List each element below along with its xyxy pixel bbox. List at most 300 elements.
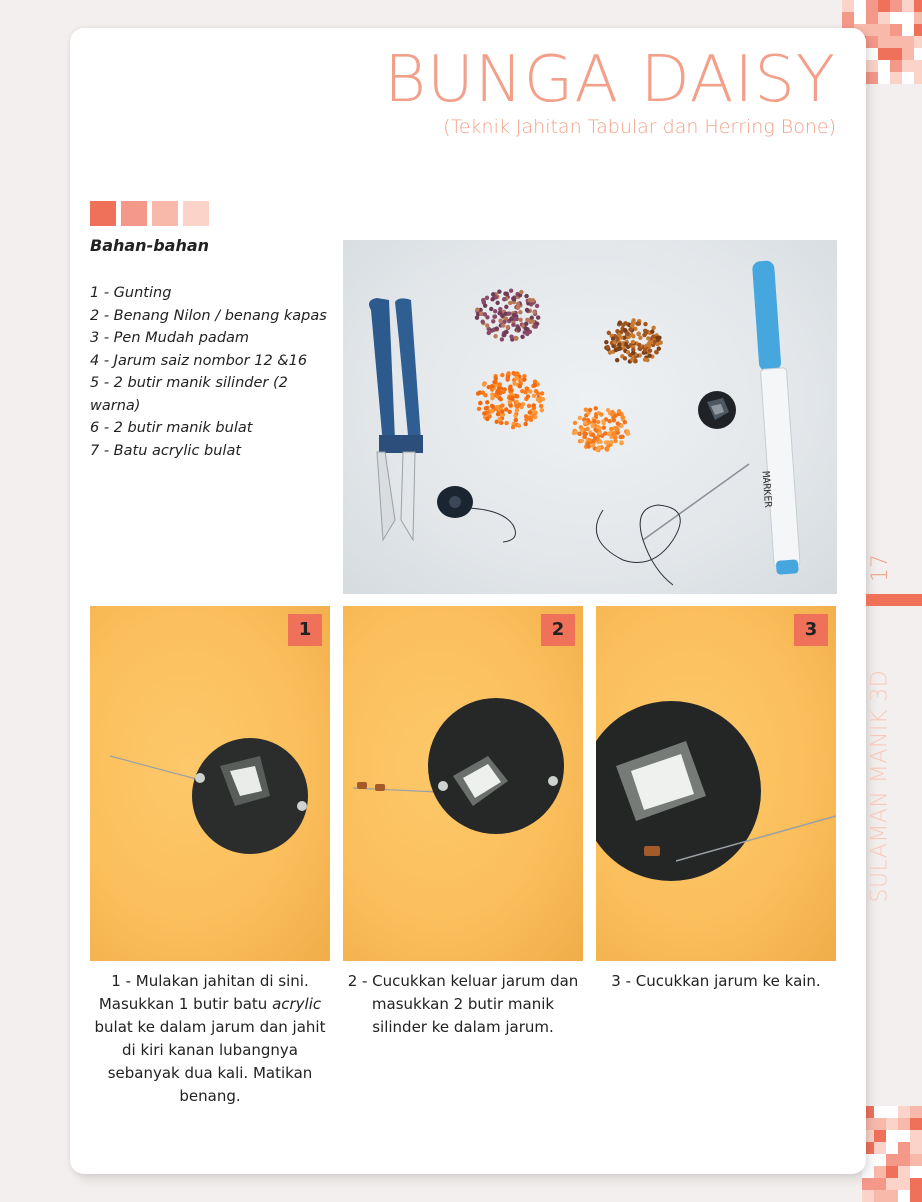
mosaic-tile — [910, 1154, 922, 1166]
bead — [496, 412, 500, 416]
bead-pile-bronze — [604, 318, 663, 363]
mosaic-tile — [886, 1166, 898, 1178]
bead — [603, 431, 607, 435]
mosaic-tile — [902, 24, 914, 36]
bead — [479, 311, 483, 315]
mosaic-tile — [898, 1118, 910, 1130]
acrylic-stone-icon — [698, 391, 736, 429]
bead — [503, 292, 507, 296]
list-item: 3 - Pen Mudah padam — [90, 330, 250, 346]
bead — [620, 415, 624, 419]
bead — [539, 404, 543, 408]
list-item: 6 - 2 butir manik bulat — [90, 420, 253, 436]
bead — [524, 322, 528, 326]
bead — [623, 328, 627, 332]
bead — [536, 315, 540, 319]
mosaic-tile — [886, 1118, 898, 1130]
swatch-3 — [152, 201, 178, 226]
mosaic-tile — [898, 1178, 910, 1190]
materials-photo — [343, 240, 837, 594]
mosaic-tile — [878, 12, 890, 24]
bead — [517, 423, 521, 427]
caption-text: 1 - Mulakan jahitan di sini. Masukkan 1 butir batu — [98, 972, 309, 1013]
mosaic-tile — [902, 12, 914, 24]
bead — [523, 422, 527, 426]
mosaic-tile — [890, 24, 902, 36]
mosaic-tile — [878, 24, 890, 36]
bead — [591, 443, 595, 447]
bead — [499, 386, 503, 390]
bead — [489, 307, 493, 311]
bead — [617, 342, 621, 346]
bead — [658, 340, 662, 344]
bead — [540, 391, 544, 395]
bead — [506, 325, 510, 329]
list-item: 1 - Gunting — [90, 285, 172, 301]
bead — [595, 448, 599, 452]
bead — [500, 373, 504, 377]
mosaic-tile — [902, 36, 914, 48]
mosaic-tile — [874, 1130, 886, 1142]
bead — [584, 407, 588, 411]
bead — [617, 333, 621, 337]
bead — [476, 391, 480, 395]
bead — [615, 427, 619, 431]
bead — [526, 394, 530, 398]
mosaic-tile — [874, 1178, 886, 1190]
bead-pile-purple — [475, 289, 541, 342]
mosaic-tile — [910, 1118, 922, 1130]
bead — [532, 310, 536, 314]
mosaic-tile — [878, 0, 890, 12]
bead-pile-orange — [476, 371, 545, 429]
bead — [540, 408, 544, 412]
bead — [608, 350, 612, 354]
bead — [596, 420, 600, 424]
bead — [532, 403, 536, 407]
bead — [606, 408, 610, 412]
caption-text: 2 - Cucukkan keluar jarum dan masukkan 2 butir manik silinder ke dalam jarum. — [347, 972, 579, 1036]
mosaic-tile — [862, 1190, 874, 1202]
bead — [601, 421, 605, 425]
bead — [612, 340, 616, 344]
bead — [587, 444, 591, 448]
bead — [493, 309, 497, 313]
bead — [615, 329, 619, 333]
bead — [524, 294, 528, 298]
bead — [534, 389, 538, 393]
materials-list — [90, 282, 330, 462]
mosaic-tile — [914, 72, 922, 84]
bead — [490, 384, 494, 388]
bead — [504, 407, 508, 411]
bead — [531, 319, 535, 323]
bead — [643, 331, 647, 335]
mosaic-tile — [910, 1106, 922, 1118]
bead — [483, 303, 487, 307]
bead — [527, 404, 531, 408]
bead — [519, 290, 523, 294]
list-item: 5 - 2 butir manik silinder (2 warna) — [90, 375, 288, 414]
bead — [492, 380, 496, 384]
mosaic-tile — [914, 0, 922, 12]
bead — [487, 385, 491, 389]
bead — [512, 381, 516, 385]
bead — [498, 319, 502, 323]
bead — [615, 358, 619, 362]
bead — [626, 332, 630, 336]
bead — [485, 323, 489, 327]
bead — [508, 384, 512, 388]
bead — [580, 439, 584, 443]
marker-pen-icon — [745, 260, 801, 576]
swatch-1 — [90, 201, 116, 226]
bead — [591, 424, 595, 428]
side-accent-bar — [866, 594, 922, 606]
bead — [482, 411, 486, 415]
bead — [594, 406, 598, 410]
step-1-caption — [90, 970, 330, 1108]
mosaic-tile — [910, 1142, 922, 1154]
bead — [525, 308, 529, 312]
mosaic-tile — [910, 1166, 922, 1178]
color-swatches — [90, 201, 214, 230]
bead — [515, 408, 519, 412]
bead — [647, 354, 651, 358]
page-number: 17 — [868, 554, 893, 582]
mosaic-tile — [874, 1142, 886, 1154]
bead — [492, 315, 496, 319]
bead — [516, 302, 520, 306]
mosaic-tile — [886, 1154, 898, 1166]
bead — [482, 382, 486, 386]
mosaic-tile — [898, 1130, 910, 1142]
mosaic-tile — [854, 0, 866, 12]
needle-icon — [596, 464, 749, 585]
section-label-text: SULAMAN MANIK 3D — [867, 669, 893, 903]
mosaic-tile — [886, 1142, 898, 1154]
bead — [623, 420, 627, 424]
bead — [587, 438, 591, 442]
bead — [515, 376, 519, 380]
mosaic-tile — [878, 36, 890, 48]
swatch-4 — [183, 201, 209, 226]
step-2-caption — [343, 970, 583, 1039]
mosaic-tile — [890, 72, 902, 84]
step-3-badge: 3 — [794, 614, 828, 646]
mosaic-tile — [878, 60, 890, 72]
bead — [495, 326, 499, 330]
bead — [501, 323, 505, 327]
mosaic-tile — [890, 0, 902, 12]
bead — [475, 307, 479, 311]
bead — [604, 440, 608, 444]
mosaic-tile — [902, 48, 914, 60]
bead — [497, 289, 501, 293]
bead — [514, 418, 518, 422]
caption-italic: acrylic — [272, 995, 322, 1013]
bead — [623, 356, 627, 360]
mosaic-tile — [866, 72, 878, 84]
mosaic-tile — [914, 48, 922, 60]
bead — [648, 348, 652, 352]
bead — [509, 289, 513, 293]
bead — [538, 396, 542, 400]
corner-mosaic-bottom — [862, 1106, 922, 1200]
thread-spool-icon — [437, 486, 515, 542]
mosaic-tile — [910, 1178, 922, 1190]
mosaic-tile — [890, 60, 902, 72]
mosaic-tile — [902, 60, 914, 72]
bead — [491, 405, 495, 409]
bead — [631, 334, 635, 338]
bead — [490, 297, 494, 301]
caption-text: bulat ke dalam jarum dan jahit di kiri kanan lubangnya sebanyak dua kali. Matikan benang. — [94, 1018, 326, 1105]
bead — [573, 421, 577, 425]
bead — [520, 389, 524, 393]
bead — [491, 319, 495, 323]
mosaic-tile — [886, 1190, 898, 1202]
bead — [635, 321, 639, 325]
bead — [517, 327, 521, 331]
bead — [533, 382, 537, 386]
bead — [582, 431, 586, 435]
bead — [623, 321, 627, 325]
mosaic-tile — [866, 24, 878, 36]
step-2-badge: 2 — [541, 614, 575, 646]
mosaic-tile — [874, 1190, 886, 1202]
bead — [626, 350, 630, 354]
bead — [498, 382, 502, 386]
bead — [490, 396, 494, 400]
bead — [485, 400, 489, 404]
bead — [628, 327, 632, 331]
bead — [631, 340, 635, 344]
bead — [574, 430, 578, 434]
bead — [643, 322, 647, 326]
bead — [650, 329, 654, 333]
bead — [617, 409, 621, 413]
bead — [512, 297, 516, 301]
bead — [625, 429, 629, 433]
bead — [518, 318, 522, 322]
bead — [611, 416, 615, 420]
page-title: BUNGA DAISY — [384, 43, 836, 117]
bead — [525, 387, 529, 391]
bead — [495, 301, 499, 305]
bead — [532, 394, 536, 398]
bead — [498, 307, 502, 311]
bead — [522, 377, 526, 381]
bead — [501, 390, 505, 394]
scissors-icon — [369, 298, 423, 540]
bead — [497, 311, 501, 315]
bead — [524, 417, 528, 421]
bead — [583, 420, 587, 424]
bead — [480, 320, 484, 324]
mosaic-tile — [866, 60, 878, 72]
mosaic-tile — [902, 0, 914, 12]
mosaic-tile — [910, 1190, 922, 1202]
bead — [485, 417, 489, 421]
bead — [510, 395, 514, 399]
bead — [513, 414, 517, 418]
bead — [518, 384, 522, 388]
bead — [604, 340, 608, 344]
mosaic-tile — [910, 1130, 922, 1142]
mosaic-tile — [862, 1166, 874, 1178]
bead — [609, 427, 613, 431]
mosaic-tile — [842, 12, 854, 24]
bead — [525, 332, 529, 336]
svg-text:MARKER: MARKER — [759, 470, 774, 508]
bead — [606, 345, 610, 349]
bead — [478, 401, 482, 405]
bead — [599, 412, 603, 416]
bead — [638, 336, 642, 340]
mosaic-tile — [890, 12, 902, 24]
bead — [500, 337, 504, 341]
bead — [592, 419, 596, 423]
bead — [514, 336, 518, 340]
bead — [533, 415, 537, 419]
bead — [504, 421, 508, 425]
mosaic-tile — [898, 1142, 910, 1154]
bead — [631, 318, 635, 322]
bead — [507, 311, 511, 315]
mosaic-tile — [866, 36, 878, 48]
bead — [499, 397, 503, 401]
mosaic-tile — [914, 36, 922, 48]
step-1-badge: 1 — [288, 614, 322, 646]
bead — [500, 409, 504, 413]
bead — [637, 347, 641, 351]
mosaic-tile — [878, 72, 890, 84]
mosaic-tile — [914, 60, 922, 72]
bead — [493, 334, 497, 338]
bead — [630, 357, 634, 361]
list-item: 4 - Jarum saiz nombor 12 &16 — [90, 352, 308, 369]
bead — [485, 296, 489, 300]
bead — [655, 336, 659, 340]
bead — [506, 371, 510, 375]
bead — [534, 324, 538, 328]
mosaic-tile — [866, 48, 878, 60]
bead — [508, 400, 512, 404]
bead — [495, 405, 499, 409]
bead — [490, 409, 494, 413]
bead — [487, 331, 491, 335]
mosaic-tile — [874, 1106, 886, 1118]
bead — [619, 440, 623, 444]
bead — [484, 406, 488, 410]
bead — [654, 350, 658, 354]
bead — [494, 376, 498, 380]
mosaic-tile — [902, 72, 914, 84]
mosaic-tile — [866, 12, 878, 24]
mosaic-tile — [886, 1178, 898, 1190]
caption-text: 3 - Cucukkan jarum ke kain. — [611, 972, 821, 990]
page-subtitle: (Teknik Jahitan Tabular dan Herring Bone) — [443, 116, 836, 138]
bead — [607, 331, 611, 335]
mosaic-tile — [890, 48, 902, 60]
list-item: 2 - Benang Nilon / benang kapas — [90, 307, 327, 324]
bead — [529, 418, 533, 422]
bead — [509, 317, 513, 321]
swatch-2 — [121, 201, 147, 226]
bead — [535, 304, 539, 308]
step-3-photo — [596, 606, 836, 961]
bead — [651, 326, 655, 330]
section-label — [862, 669, 902, 920]
bead — [611, 433, 615, 437]
mosaic-tile — [866, 0, 878, 12]
mosaic-tile — [874, 1166, 886, 1178]
bead — [516, 403, 520, 407]
bead — [511, 425, 515, 429]
bead — [609, 440, 613, 444]
bead — [585, 427, 589, 431]
mosaic-tile — [874, 1154, 886, 1166]
bead — [643, 357, 647, 361]
bead — [497, 417, 501, 421]
bead — [591, 433, 595, 437]
bead — [646, 336, 650, 340]
bead — [512, 313, 516, 317]
bead — [485, 315, 489, 319]
bead — [502, 297, 506, 301]
mosaic-tile — [898, 1166, 910, 1178]
mosaic-tile — [886, 1106, 898, 1118]
bead — [491, 292, 495, 296]
mosaic-tile — [878, 48, 890, 60]
bead-pile-orange-2 — [572, 406, 631, 452]
bead — [578, 416, 582, 420]
mosaic-tile — [898, 1154, 910, 1166]
bead — [511, 323, 515, 327]
materials-heading: Bahan-bahan — [90, 236, 210, 255]
mosaic-tile — [914, 12, 922, 24]
list-item: 7 - Batu acrylic bulat — [90, 442, 242, 459]
bead — [598, 431, 602, 435]
bead — [509, 334, 513, 338]
mosaic-tile — [874, 1118, 886, 1130]
bead — [515, 371, 519, 375]
step-2-photo — [343, 606, 583, 961]
mosaic-tile — [890, 36, 902, 48]
bead — [520, 335, 524, 339]
mosaic-tile — [898, 1190, 910, 1202]
bead — [606, 444, 610, 448]
mosaic-tile — [842, 0, 854, 12]
bead — [602, 425, 606, 429]
bead — [588, 408, 592, 412]
step-3-caption — [596, 970, 836, 993]
bead — [523, 326, 527, 330]
bead — [598, 440, 602, 444]
mosaic-tile — [914, 24, 922, 36]
bead — [651, 334, 655, 338]
bead — [477, 407, 481, 411]
bead — [619, 424, 623, 428]
mosaic-tile — [886, 1130, 898, 1142]
bead — [502, 333, 506, 337]
bead — [596, 425, 600, 429]
mosaic-tile — [898, 1106, 910, 1118]
mosaic-tile — [862, 1178, 874, 1190]
bead — [616, 421, 620, 425]
step-1-photo — [90, 606, 330, 961]
